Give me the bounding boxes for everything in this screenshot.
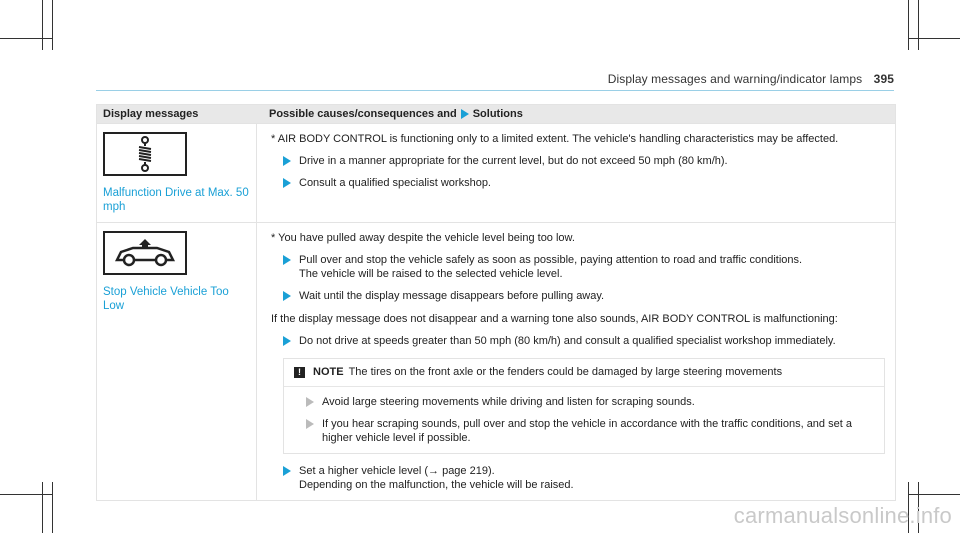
- bullet-arrow-icon: [306, 397, 314, 407]
- header-rule: [96, 90, 894, 91]
- bullet-arrow-icon: [283, 466, 291, 476]
- solution-line: The vehicle will be raised to the selected vehicle level.: [299, 268, 563, 280]
- col-header-causes: [257, 108, 523, 120]
- crop-mark: [52, 0, 53, 50]
- crop-mark: [0, 494, 52, 495]
- solution-line: Set a higher vehicle level (→ page 219).: [299, 465, 495, 477]
- list-item: [271, 464, 885, 492]
- message-cell: [97, 223, 257, 500]
- crop-mark: [0, 38, 52, 39]
- bullet-arrow-icon: [283, 156, 291, 166]
- list-item: [271, 176, 885, 190]
- list-item: [271, 334, 885, 348]
- crop-mark: [918, 0, 919, 50]
- list-item: [294, 395, 876, 409]
- solution-text: Do not drive at speeds greater than 50 mph (80 km/h) and consult a qualified specialist workshop immediately.: [299, 335, 836, 347]
- solution-text: [299, 253, 802, 281]
- warning-icon: !: [294, 367, 305, 378]
- solution-text: Consult a qualified specialist workshop.: [299, 177, 491, 189]
- crop-mark: [908, 494, 960, 495]
- bullet-arrow-icon: [283, 255, 291, 265]
- bullet-arrow-icon: [306, 419, 314, 429]
- solution-line: Pull over and stop the vehicle safely as soon as possible, paying attention to road and traffic conditions.: [299, 254, 803, 266]
- page-number: 395: [873, 72, 894, 86]
- list-item: [271, 253, 885, 281]
- message-caption: Malfunction Drive at Max. 50 mph: [103, 187, 249, 213]
- running-header: [608, 72, 894, 86]
- table-row: [97, 222, 895, 500]
- crop-mark: [52, 482, 53, 533]
- note-bullet-text: Avoid large steering movements while driving and listen for scraping sounds.: [322, 396, 695, 408]
- arrow-right-icon: [461, 109, 469, 119]
- air-suspension-icon: [103, 132, 187, 176]
- list-item: [271, 289, 885, 303]
- note-box: [283, 358, 885, 454]
- message-cell: [97, 124, 257, 222]
- col-header-causes-text: Possible causes/consequences and: [269, 108, 457, 120]
- crop-mark: [42, 0, 43, 50]
- header-title: Display messages and warning/indicator lamps: [607, 72, 863, 86]
- col-header-solutions-text: Solutions: [472, 108, 523, 120]
- list-item: [294, 417, 876, 445]
- watermark: carmanualsonline.info: [733, 503, 952, 528]
- solution-text: Drive in a manner appropriate for the current level, but do not exceed 50 mph (80 km/h).: [299, 155, 728, 167]
- messages-table: [96, 104, 896, 501]
- bullet-arrow-icon: [283, 178, 291, 188]
- crop-mark: [908, 0, 909, 50]
- causes-cell: [257, 223, 895, 500]
- table-header: [97, 105, 895, 123]
- message-caption: Stop Vehicle Vehicle Too Low: [103, 286, 229, 312]
- vehicle-level-raise-icon: [103, 231, 187, 275]
- solution-text: Wait until the display message disappears before pulling away.: [299, 290, 605, 302]
- crop-mark: [42, 482, 43, 533]
- cause-text: * You have pulled away despite the vehicle level being too low.: [271, 232, 575, 244]
- divider: [284, 386, 884, 387]
- solution-text: [299, 464, 574, 492]
- cause-text: * AIR BODY CONTROL is functioning only to a limited extent. The vehicle's handling characteristics may be affected.: [271, 133, 839, 145]
- solution-line: Depending on the malfunction, the vehicle will be raised.: [299, 479, 574, 491]
- causes-cell: [257, 124, 895, 222]
- bullet-arrow-icon: [283, 336, 291, 346]
- list-item: [271, 154, 885, 168]
- crop-mark: [908, 38, 960, 39]
- condition-text: If the display message does not disappear and a warning tone also sounds, AIR BODY CONTROL is malfunctioning:: [271, 313, 838, 325]
- bullet-arrow-icon: [283, 291, 291, 301]
- note-bullet-text: If you hear scraping sounds, pull over and stop the vehicle in accordance with the traffic conditions, and set a higher vehicle level if possible.: [322, 418, 852, 444]
- col-header-display-messages: Display messages: [103, 108, 199, 120]
- note-text: The tires on the front axle or the fenders could be damaged by large steering movements: [348, 366, 783, 378]
- table-row: [97, 123, 895, 222]
- note-label: NOTE: [313, 366, 344, 378]
- note-header: [294, 365, 876, 379]
